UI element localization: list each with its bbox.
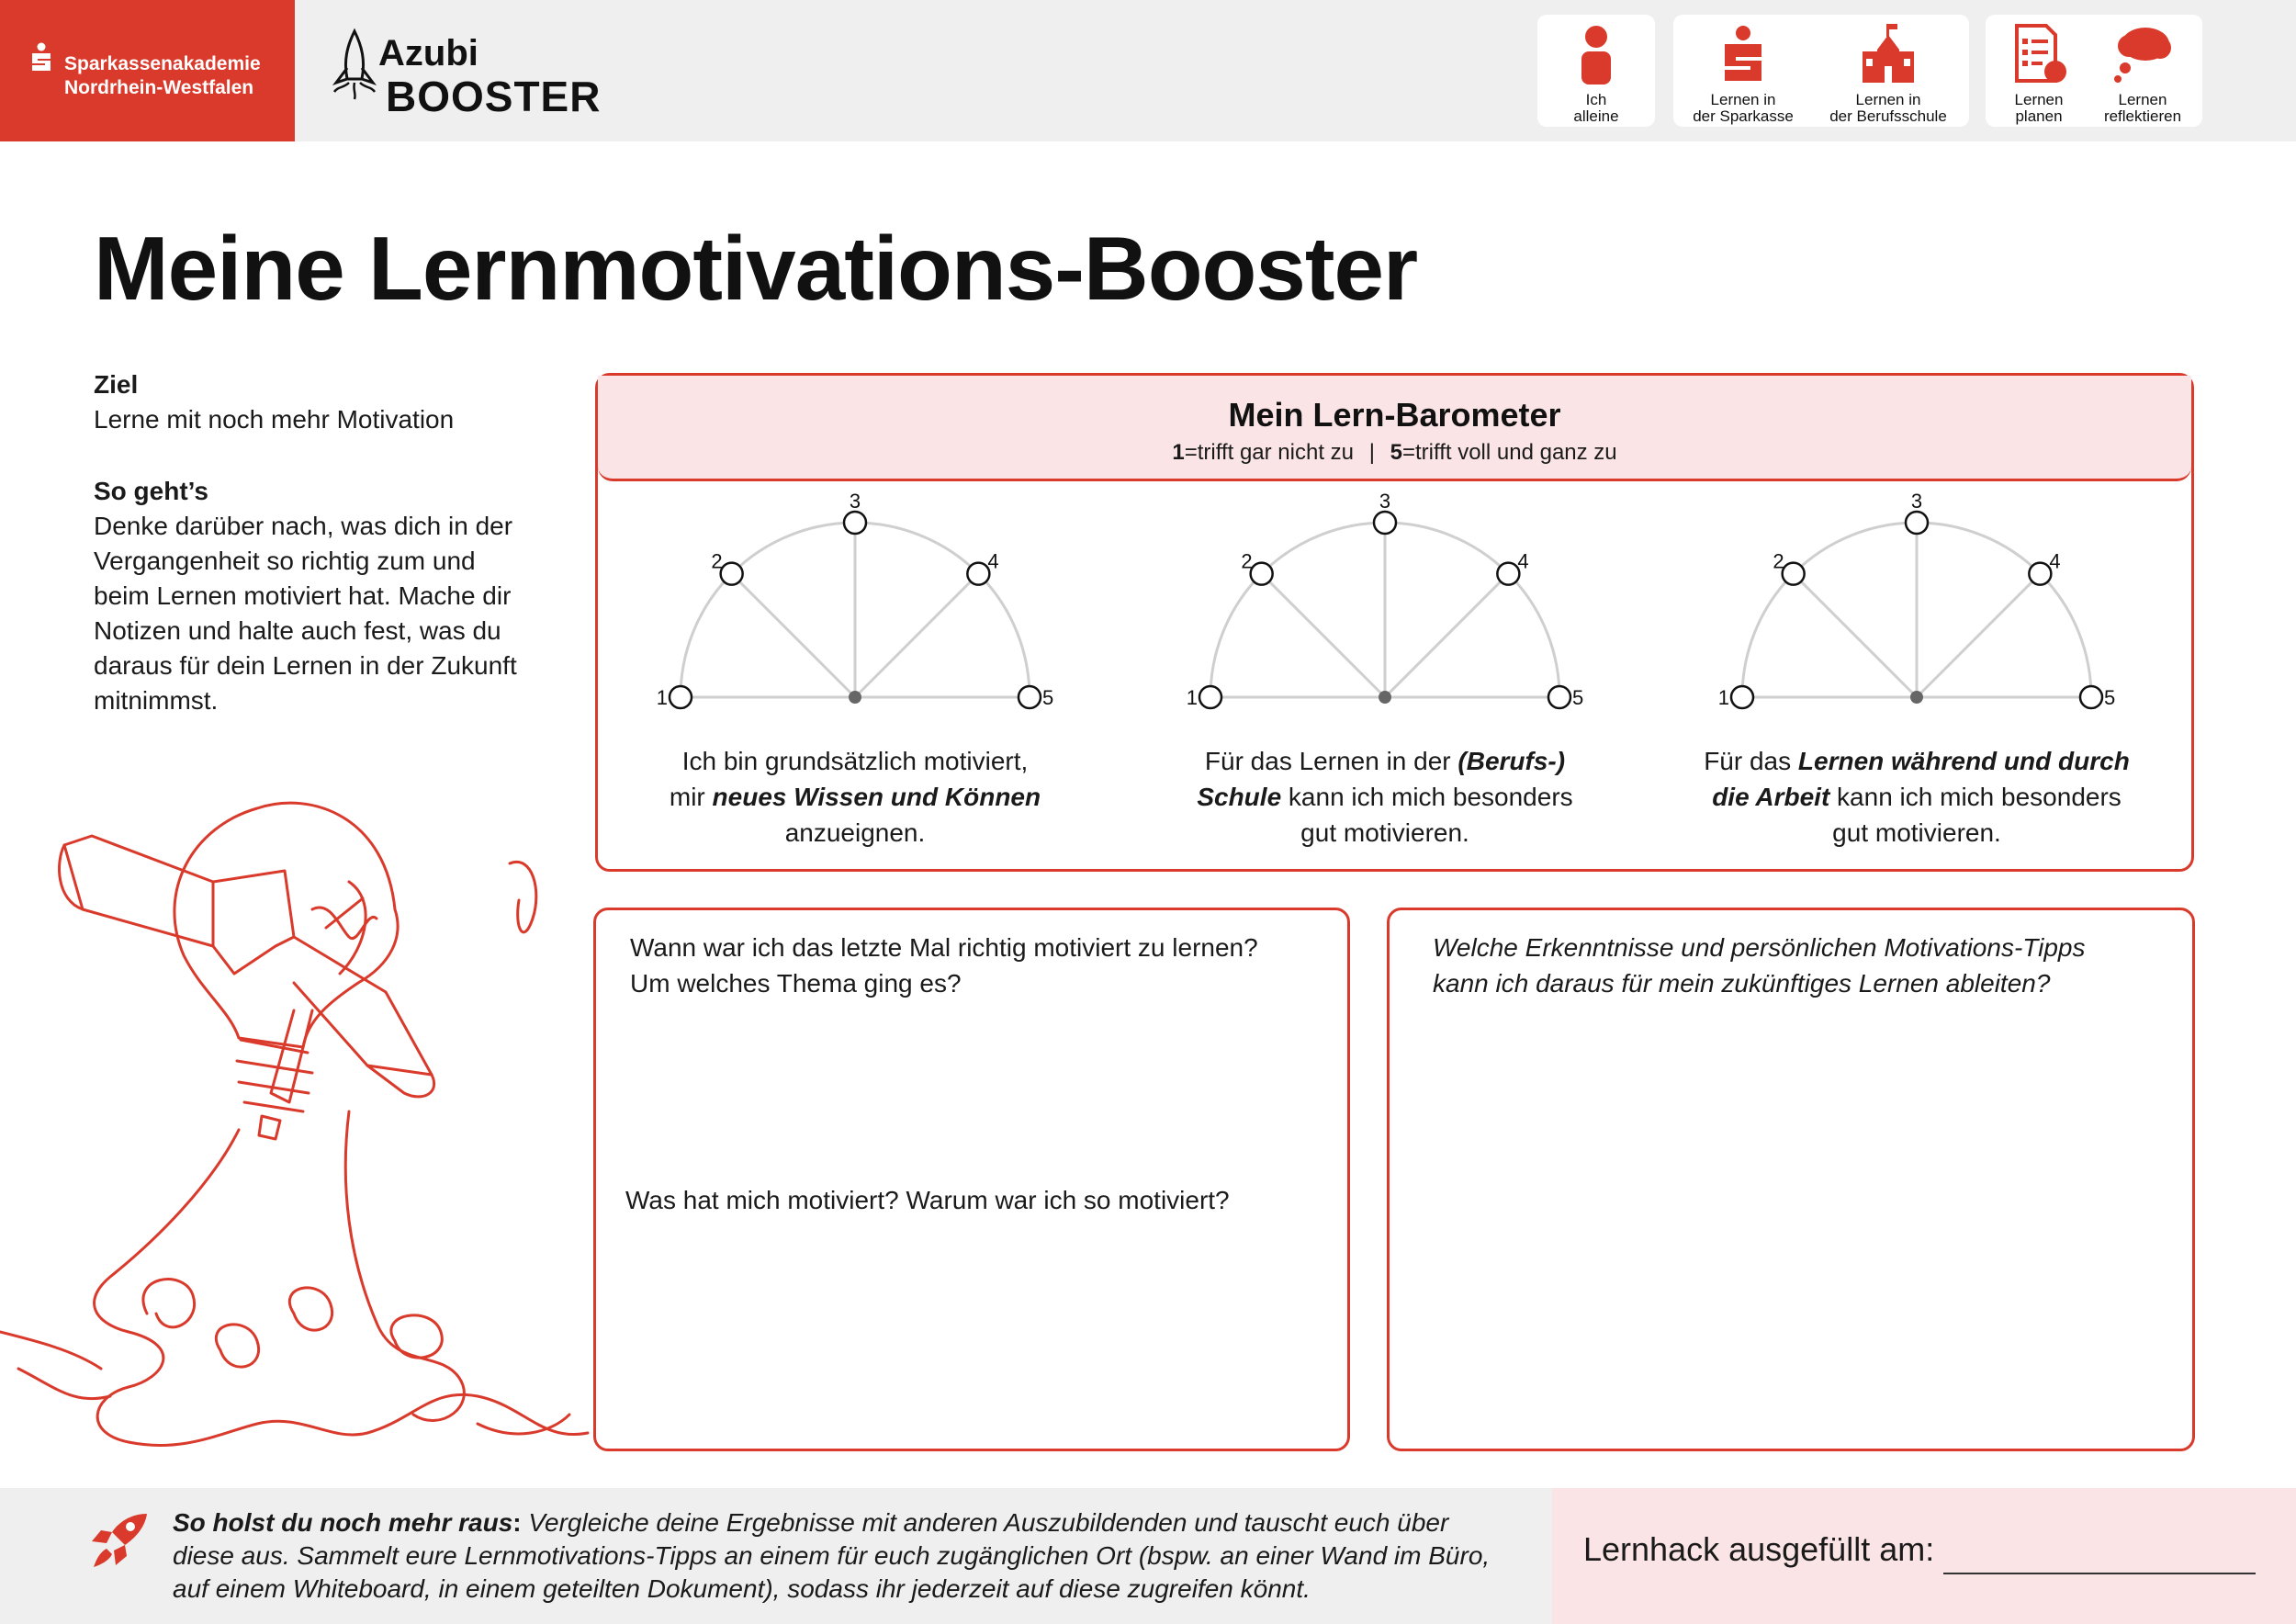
gauge-tick-label: 3 bbox=[1379, 490, 1391, 513]
sparkasse-icon bbox=[1716, 22, 1771, 86]
gauge-option-4[interactable] bbox=[2029, 563, 2051, 585]
gauge-tick-label: 3 bbox=[1910, 490, 1923, 513]
brand-name-line2: Nordrhein-Westfalen bbox=[64, 77, 254, 98]
howto-line: beim Lernen motiviert hat. Mache dir bbox=[94, 581, 512, 610]
scale-separator: | bbox=[1368, 440, 1375, 465]
gauge-option-3[interactable] bbox=[1374, 512, 1396, 534]
barometer-scale-legend bbox=[598, 440, 2191, 466]
gauge-option-2[interactable] bbox=[721, 563, 743, 585]
nav-label: Lernen reflektieren bbox=[2103, 91, 2182, 125]
scale-max-text: =trifft voll und ganz zu bbox=[1401, 440, 1617, 465]
gauge-option-1[interactable] bbox=[670, 686, 692, 708]
gauge-option-5[interactable] bbox=[1019, 686, 1041, 708]
nav-label: Lernen in der Berufsschule bbox=[1829, 91, 1947, 125]
gauge-tick-label: 2 bbox=[1241, 549, 1253, 573]
gauge-tick-label: 4 bbox=[2049, 549, 2061, 573]
rocket-logo-icon bbox=[327, 28, 382, 101]
ziel-heading: Ziel bbox=[94, 370, 139, 399]
brand-name-line1: Sparkassenakademie bbox=[64, 53, 261, 74]
nav-label: Ich alleine bbox=[1573, 91, 1619, 125]
gauge-option-4[interactable] bbox=[967, 563, 989, 585]
gauge-spoke bbox=[1794, 574, 1917, 697]
question-insights-line2: kann ich daraus für mein zukünftiges Lernen ableiten? bbox=[1433, 969, 2051, 998]
nav-item-lernen-planen[interactable] bbox=[1993, 15, 2085, 127]
gauge-spoke bbox=[732, 574, 855, 697]
gauge-caption-3: Für das Lernen während und durch die Arbeit kann ich mich besonders gut motivieren. bbox=[1704, 747, 2130, 847]
gauge-spoke bbox=[1385, 574, 1508, 697]
gauge-option-2[interactable] bbox=[1251, 563, 1273, 585]
gauge-option-4[interactable] bbox=[1497, 563, 1519, 585]
gauge-tick-label: 2 bbox=[1773, 549, 1784, 573]
gauge-caption-2: Für das Lernen in der (Berufs-) Schule kann ich mich besonders gut motivieren. bbox=[1197, 747, 1573, 847]
gauge-tick-label: 5 bbox=[1042, 686, 1054, 709]
gauge-tick-label: 1 bbox=[1186, 686, 1198, 709]
howto-line: mitnimmst. bbox=[94, 686, 219, 715]
page-title: Meine Lernmotivations-Booster bbox=[94, 218, 1418, 319]
gauge-3 bbox=[1717, 490, 2116, 729]
barometer-title: Mein Lern-Barometer bbox=[1228, 396, 1561, 434]
question-last-motivation-line1: Wann war ich das letzte Mal richtig motiviert zu lernen? bbox=[630, 933, 1258, 962]
gauge-option-5[interactable] bbox=[1548, 686, 1570, 708]
gauge-tick-label: 3 bbox=[849, 490, 861, 513]
scale-max-number: 5 bbox=[1390, 440, 1402, 465]
gauge-option-3[interactable] bbox=[844, 512, 866, 534]
nav-item-sparkasse[interactable] bbox=[1681, 15, 1806, 127]
scale-min-number: 1 bbox=[1172, 440, 1185, 465]
checklist-icon bbox=[2009, 22, 2068, 86]
gauge-center bbox=[1910, 691, 1923, 704]
gauge-spoke bbox=[1262, 574, 1385, 697]
date-label: Lernhack ausgefüllt am: bbox=[1583, 1530, 1935, 1568]
gauge-tick-label: 4 bbox=[1517, 549, 1529, 573]
howto-heading: So geht’s bbox=[94, 477, 208, 505]
sparkasse-logo-icon bbox=[29, 42, 53, 72]
footer-tip: So holst du noch mehr raus: Vergleiche deine Ergebnisse mit anderen Auszubildenden und tauscht euch über diese aus. Sammelt eure Lernmotivations-Tipps an einem für euch zugänglichen Ort (bspw. an einer Wand im Büro, auf einem Whiteboard, in einem geteilten Dokument), sodass ihr jederzeit auf diese zugreifen könnt. bbox=[173, 1508, 1491, 1603]
gauge-tick-label: 2 bbox=[711, 549, 723, 573]
gauge-option-2[interactable] bbox=[1783, 563, 1805, 585]
gauge-option-1[interactable] bbox=[1199, 686, 1221, 708]
gauge-2 bbox=[1186, 490, 1584, 729]
nav-item-ich-alleine[interactable] bbox=[1537, 15, 1655, 127]
howto-line: Notizen und halte auch fest, was du bbox=[94, 616, 501, 645]
thought-bubble-icon bbox=[2110, 22, 2175, 86]
gauge-1 bbox=[656, 490, 1054, 729]
gauge-center bbox=[849, 691, 861, 704]
gauge-option-5[interactable] bbox=[2080, 686, 2102, 708]
howto-line: Denke darüber nach, was dich in der bbox=[94, 512, 513, 540]
logo-text-bottom: BOOSTER bbox=[386, 73, 602, 120]
ziel-text: Lerne mit noch mehr Motivation bbox=[94, 405, 455, 434]
scale-min-text: =trifft gar nicht zu bbox=[1184, 440, 1355, 465]
rocket-lightbulb-illustration bbox=[0, 799, 606, 1460]
gauge-tick-label: 1 bbox=[1717, 686, 1729, 709]
howto-line: daraus für dein Lernen in der Zukunft bbox=[94, 651, 517, 680]
gauge-option-3[interactable] bbox=[1906, 512, 1928, 534]
gauge-tick-label: 5 bbox=[2104, 686, 2116, 709]
gauge-spoke bbox=[855, 574, 978, 697]
question-last-motivation-line2: Um welches Thema ging es? bbox=[630, 969, 962, 998]
gauge-center bbox=[1379, 691, 1391, 704]
howto-line: Vergangenheit so richtig zum und bbox=[94, 547, 476, 575]
gauge-tick-label: 4 bbox=[987, 549, 999, 573]
school-icon bbox=[1859, 22, 1918, 86]
question-what-motivated: Was hat mich motiviert? Warum war ich so motiviert? bbox=[625, 1186, 1230, 1214]
brand-block bbox=[0, 0, 295, 141]
gauge-option-1[interactable] bbox=[1731, 686, 1753, 708]
nav-item-berufsschule[interactable] bbox=[1815, 15, 1962, 127]
date-input-line[interactable] bbox=[1943, 1573, 2256, 1574]
gauge-tick-label: 1 bbox=[656, 686, 668, 709]
gauge-tick-label: 5 bbox=[1572, 686, 1584, 709]
person-icon bbox=[1569, 22, 1624, 86]
nav-label: Lernen planen bbox=[2014, 91, 2064, 125]
question-insights-line1: Welche Erkenntnisse und persönlichen Motivations-Tipps bbox=[1433, 933, 2086, 962]
gauge-spoke bbox=[1917, 574, 2040, 697]
nav-item-lernen-reflektieren[interactable] bbox=[2090, 15, 2195, 127]
gauge-caption-1: Ich bin grundsätzlich motiviert, mir neues Wissen und Können anzueignen. bbox=[669, 747, 1041, 847]
logo-text-top: Azubi bbox=[378, 33, 478, 73]
barometer-panel bbox=[595, 373, 2194, 872]
nav-label: Lernen in der Sparkasse bbox=[1693, 91, 1794, 125]
rocket-icon bbox=[88, 1510, 152, 1571]
